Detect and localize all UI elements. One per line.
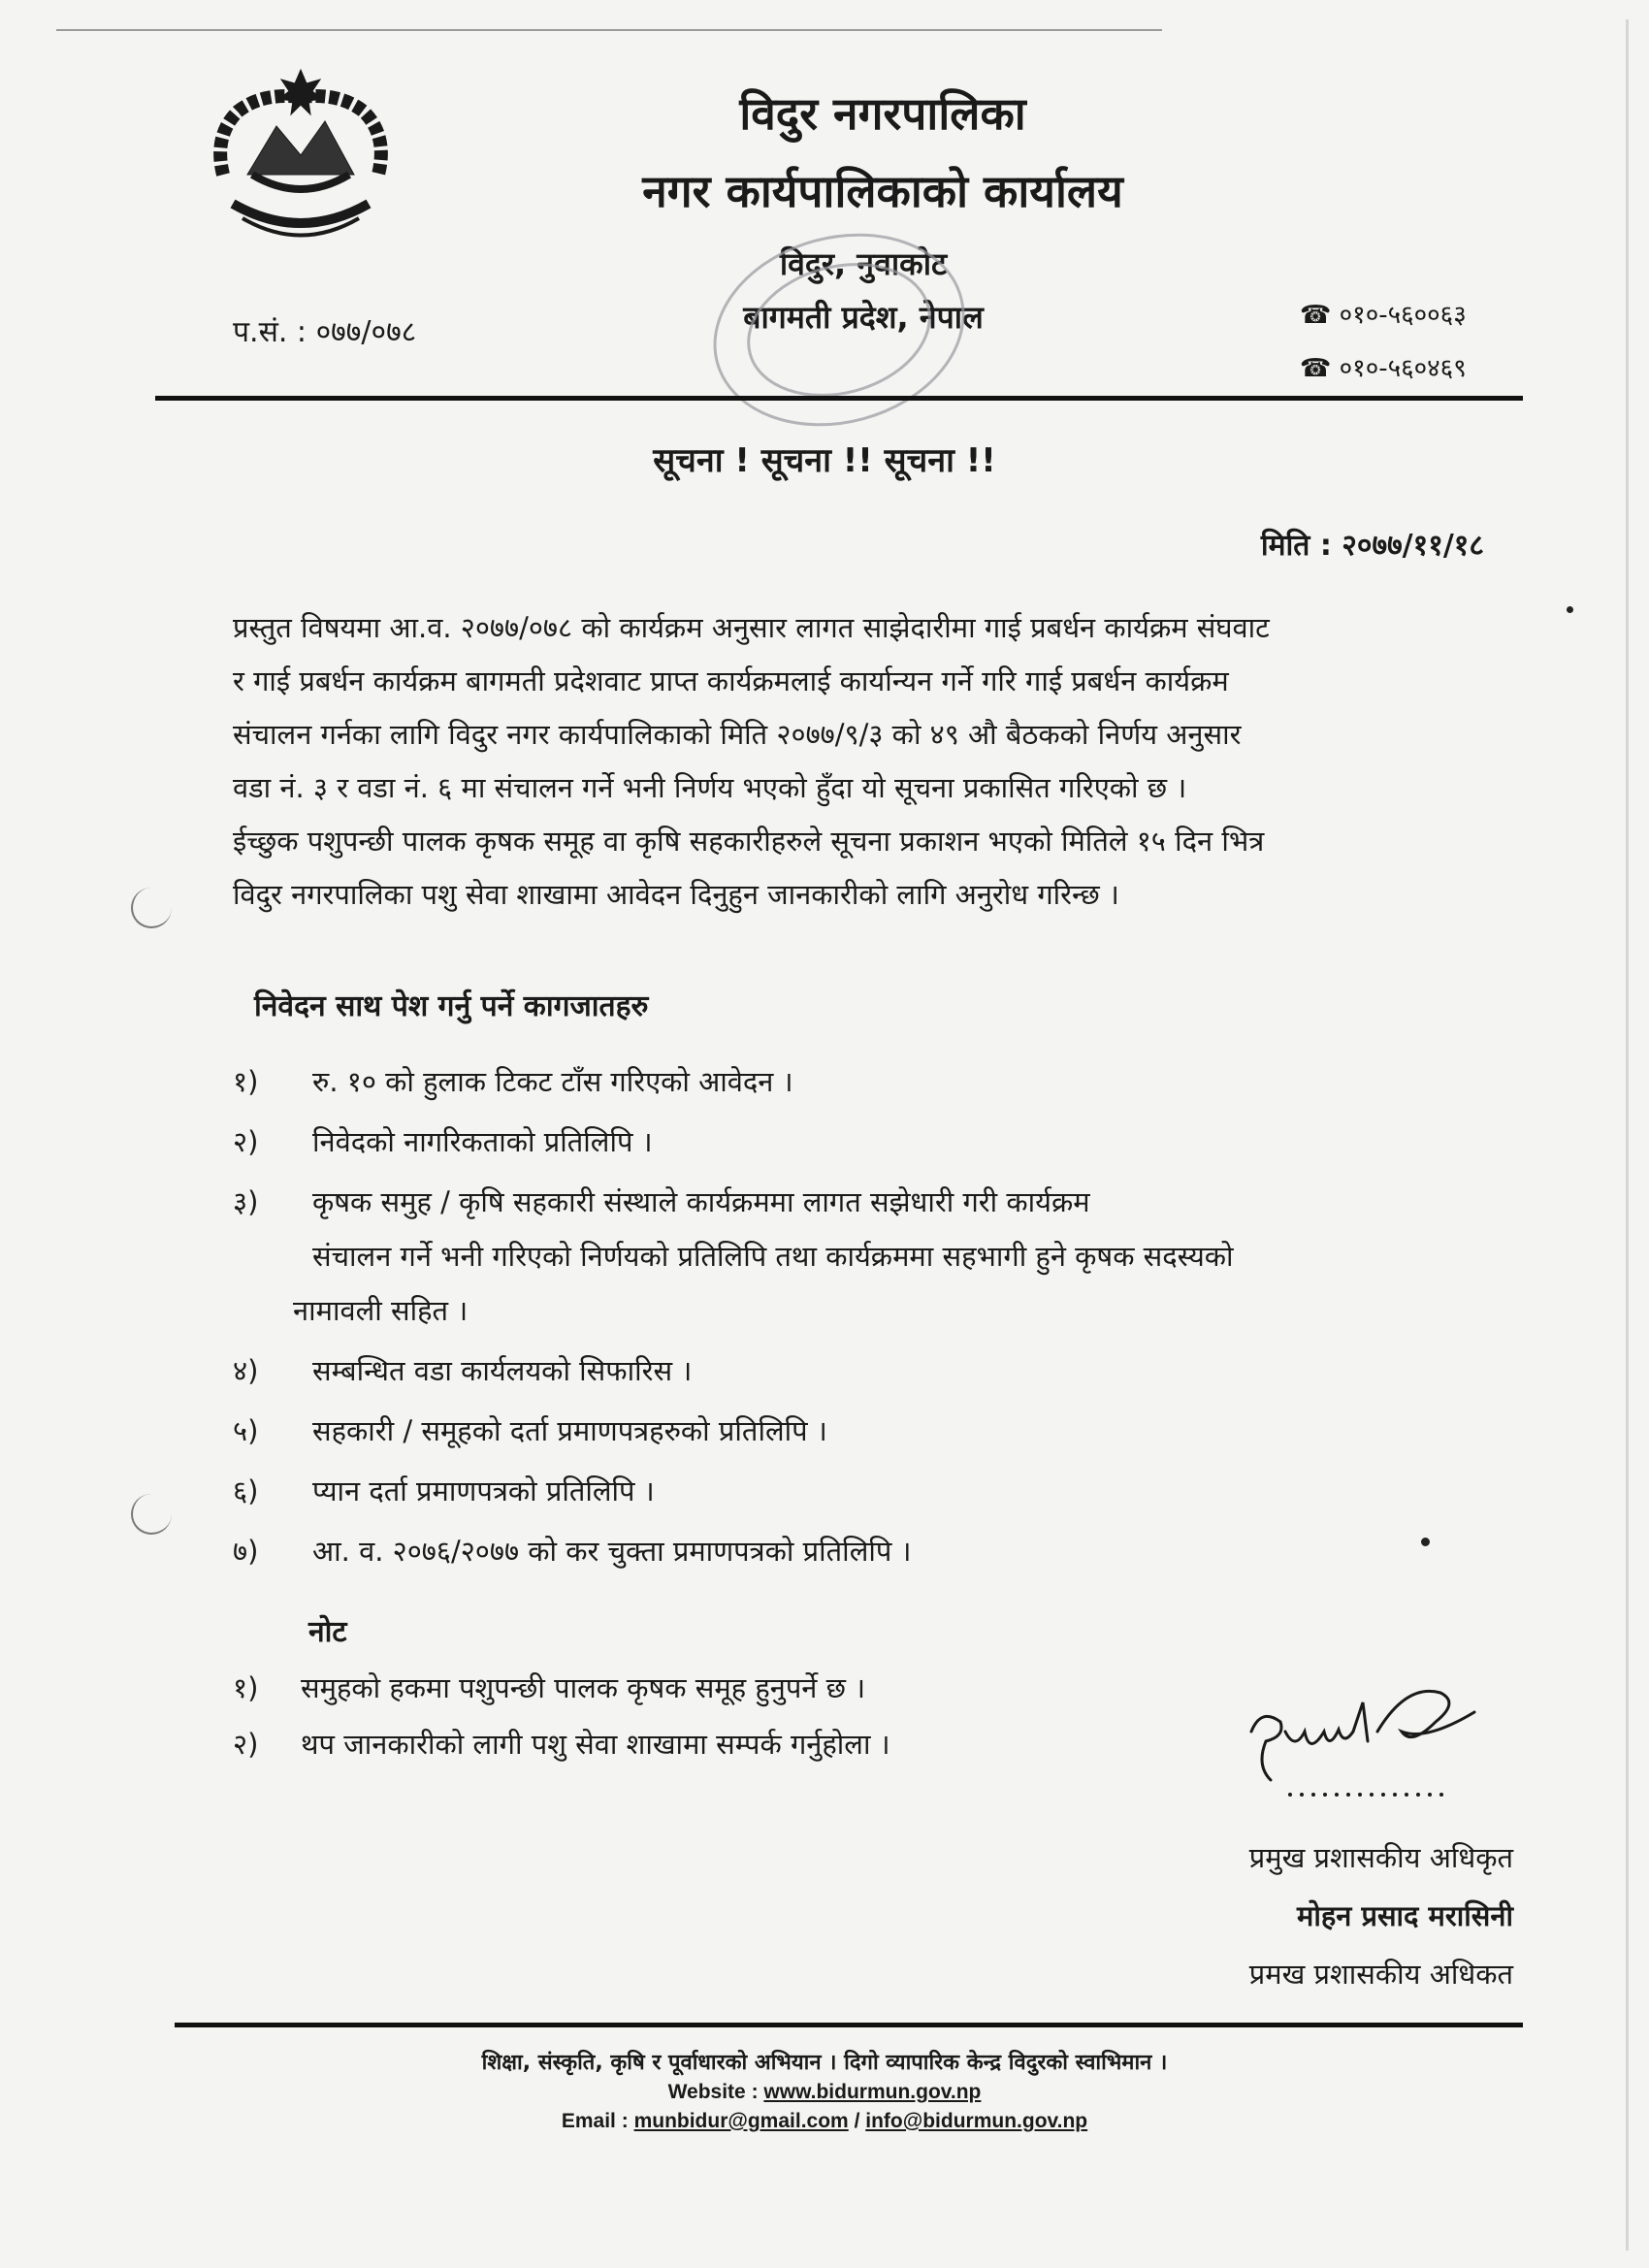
address-line-2: बागमती प्रदेश, नेपाल	[743, 299, 984, 336]
address-line-1: विदुर, नुवाकोट	[779, 245, 948, 282]
scan-top-edge	[56, 29, 1162, 31]
website-link[interactable]: www.bidurmun.gov.np	[763, 2081, 982, 2103]
footer-slogan: शिक्षा, संस्कृति, कृषि र पूर्वाधारको अभियान । दिगो व्यापारिक केन्द्र विदुरको स्वाभिमान ।	[481, 2051, 1168, 2075]
office-name: नगर कार्यपालिकाको कार्यालय	[642, 165, 1123, 217]
document-text: रु. १० को हुलाक टिकट टाँस गरिएको आवेदन ।	[312, 1065, 793, 1098]
header-divider	[155, 396, 1523, 401]
note-number: १)	[233, 1671, 259, 1704]
phone-number-2: ☎ ०१०-५६०४६९	[1300, 354, 1467, 383]
document-text: आ. व. २०७६/२०७७ को कर चुक्ता प्रमाणपत्रको प्रतिलिपि ।	[312, 1535, 912, 1568]
document-text: संचालन गर्ने भनी गरिएको निर्णयको प्रतिलिपि तथा कार्यक्रममा सहभागी हुने कृषक सदस्यको	[312, 1240, 1234, 1273]
document-number: ७)	[233, 1535, 259, 1568]
signatory-stamp-designation: प्रमख प्रशासकीय अधिकत	[1248, 1958, 1513, 1991]
document-text: नामावली सहित ।	[293, 1294, 469, 1327]
scan-mark	[131, 888, 172, 928]
document-text: सहकारी / समूहको दर्ता प्रमाणपत्रहरुको प्रतिलिपि ।	[312, 1414, 827, 1447]
notice-title: सूचना ! सूचना !! सूचना !!	[653, 441, 996, 480]
note-number: २)	[233, 1728, 259, 1761]
note-text: थप जानकारीको लागी पशु सेवा शाखामा सम्पर्क गर्नुहोला ।	[301, 1728, 890, 1761]
document-number: ५)	[233, 1414, 259, 1447]
email-link-2[interactable]: info@bidurmun.gov.np	[865, 2110, 1088, 2132]
reference-number: प.सं. : ०७७/०७८	[233, 315, 417, 349]
handwritten-signature-icon	[1232, 1673, 1504, 1819]
document-number: ४)	[233, 1354, 259, 1387]
body-line: संचालन गर्नका लागि विदुर नगर कार्यपालिकाको मिति २०७७/९/३ को ४९ औ बैठकको निर्णय अनुसार	[233, 718, 1242, 751]
footer-divider	[175, 2023, 1523, 2027]
documents-heading: निवेदन साथ पेश गर्नु पर्ने कागजातहरु	[254, 989, 649, 1023]
footer-website	[291, 2081, 1358, 2104]
website-label: Website :	[667, 2081, 759, 2103]
body-line: विदुर नगरपालिका पशु सेवा शाखामा आवेदन दिनुहुन जानकारीको लागि अनुरोध गरिन्छ ।	[233, 878, 1119, 911]
footer-email	[291, 2110, 1358, 2133]
email-link-1[interactable]: munbidur@gmail.com	[633, 2110, 849, 2132]
body-line: ईच्छुक पशुपन्छी पालक कृषक समूह वा कृषि सहकारीहरुले सूचना प्रकाशन भएको मितिले १५ दिन भित्र	[233, 825, 1265, 858]
notice-body	[233, 601, 1494, 922]
body-line: र गाई प्रबर्धन कार्यक्रम बागमती प्रदेशवाट प्राप्त कार्यक्रमलाई कार्यान्यन गर्ने गरि गाई प्रबर्धन कार्यक्रम	[233, 664, 1229, 697]
notice-date: मिति : २०७७/११/१८	[1260, 529, 1484, 563]
body-line: प्रस्तुत विषयमा आ.व. २०७७/०७८ को कार्यक्रम अनुसार लागत साझेदारीमा गाई प्रबर्धन कार्यक्रम संघवाट	[233, 611, 1270, 644]
scan-speck	[1567, 606, 1573, 613]
scan-speck	[1421, 1538, 1430, 1546]
nepal-emblem-icon	[194, 58, 407, 252]
email-label: Email :	[561, 2110, 629, 2132]
signatory-designation: प्रमुख प्रशासकीय अधिकृत	[1248, 1841, 1513, 1874]
document-text: निवेदको नागरिकताको प्रतिलिपि ।	[312, 1125, 653, 1158]
signatory-name: मोहन प्रसाद मरासिनी	[1297, 1899, 1513, 1932]
office-stamp-icon	[694, 218, 985, 441]
document-number: २)	[233, 1125, 259, 1158]
document-text: प्यान दर्ता प्रमाणपत्रको प्रतिलिपि ।	[312, 1474, 655, 1507]
body-line: वडा नं. ३ र वडा नं. ६ मा संचालन गर्ने भनी निर्णय भएको हुँदा यो सूचना प्रकासित गरिएको छ ।	[233, 771, 1187, 804]
org-name: विदुर नगरपालिका	[739, 87, 1026, 140]
phone-number-1: ☎ ०१०-५६००६३	[1300, 301, 1467, 330]
document-number: ६)	[233, 1474, 259, 1507]
email-separator: /	[854, 2110, 860, 2132]
note-item	[233, 1669, 865, 1706]
scan-right-edge	[1626, 19, 1629, 2251]
note-heading: नोट	[308, 1615, 347, 1649]
document-number: ३)	[233, 1185, 259, 1218]
document-text: कृषक समुह / कृषि सहकारी संस्थाले कार्यक्रममा लागत सझेधारी गरी कार्यक्रम	[312, 1185, 1090, 1218]
note-item	[233, 1725, 890, 1763]
document-text: सम्बन्धित वडा कार्यलयको सिफारिस ।	[312, 1354, 693, 1387]
document-number: १)	[233, 1065, 259, 1098]
note-text: समुहको हकमा पशुपन्छी पालक कृषक समूह हुनुपर्ने छ ।	[301, 1671, 866, 1704]
scan-mark	[131, 1494, 172, 1535]
